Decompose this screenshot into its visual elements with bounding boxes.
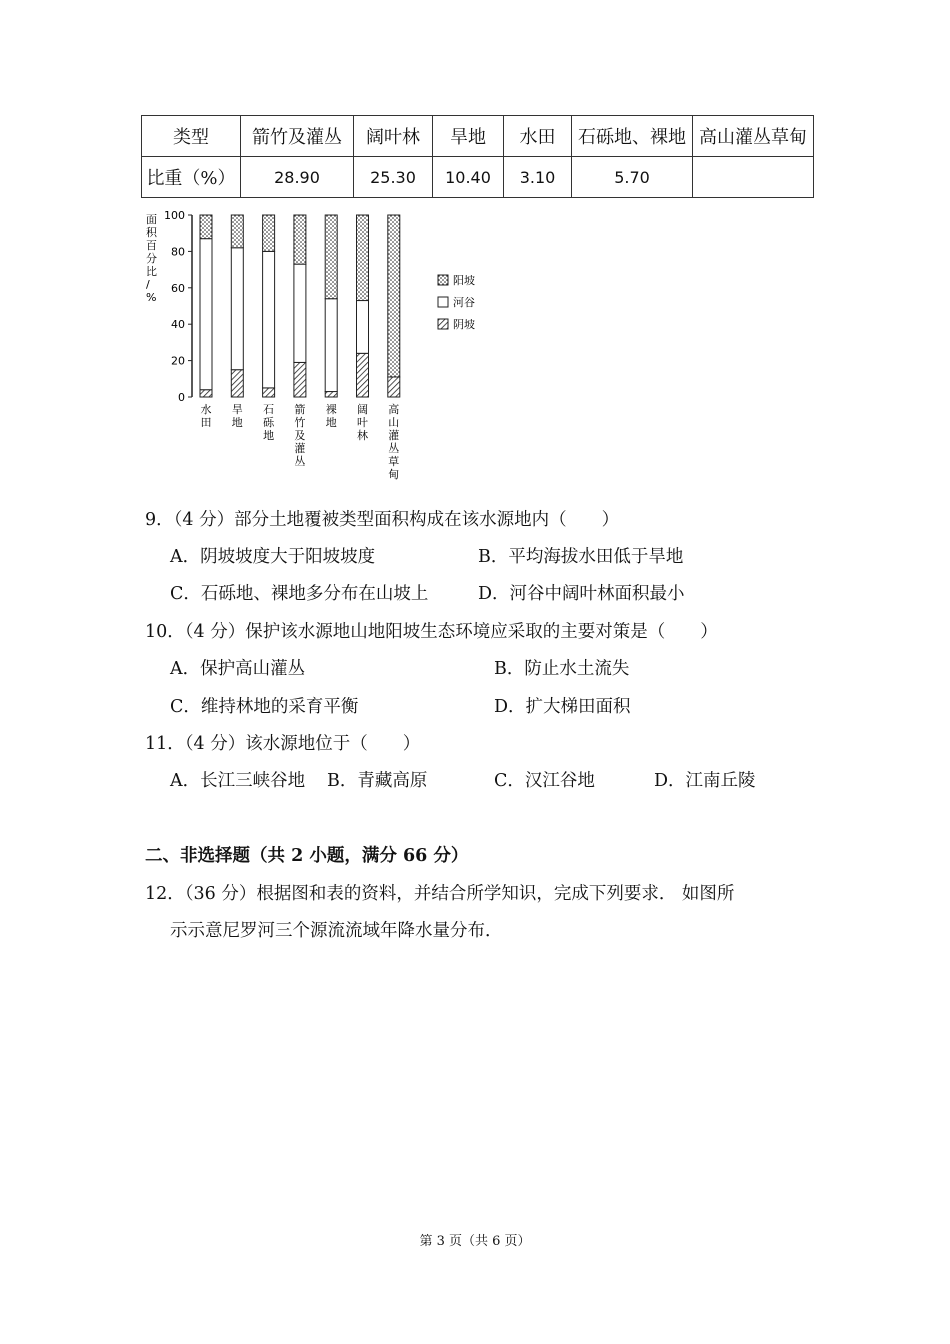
legend — [438, 273, 475, 331]
bar-segment — [263, 251, 275, 388]
bar-segment — [294, 264, 306, 362]
table-cell: 高山灌丛草甸 — [693, 116, 814, 157]
x-tick-label: 阔叶林 — [357, 403, 368, 442]
option-9c: C．石砾地、裸地多分布在山坡上 — [170, 584, 429, 604]
table-cell: 类型 — [142, 116, 241, 157]
stacked-bar-chart — [140, 205, 500, 495]
question-9: 9．（4 分）部分土地覆被类型面积构成在该水源地内（ ） — [145, 510, 620, 530]
table-cell: 25.30 — [354, 157, 433, 198]
table-cell: 28.90 — [241, 157, 354, 198]
option-10d: D．扩大梯田面积 — [494, 697, 631, 717]
table-cell: 阔叶林 — [354, 116, 433, 157]
bar-segment — [325, 215, 337, 299]
table-cell: 箭竹及灌丛 — [241, 116, 354, 157]
bar-segment — [294, 215, 306, 264]
legend-swatch — [438, 275, 448, 285]
y-tick-label: 20 — [171, 354, 185, 368]
option-9b: B．平均海拔水田低于旱地 — [478, 547, 684, 567]
bar-segment — [357, 353, 369, 397]
option-11a: A．长江三峡谷地 — [170, 771, 306, 791]
legend-label: 河谷 — [453, 296, 475, 309]
option-10a: A．保护高山灌丛 — [170, 659, 306, 679]
y-tick-label: 0 — [178, 391, 185, 404]
table-cell: 比重（%） — [142, 157, 241, 198]
table-cell: 10.40 — [433, 157, 504, 198]
x-tick-label: 裸地 — [325, 403, 337, 429]
bar-segment — [388, 215, 400, 377]
option-11d: D．江南丘陵 — [654, 771, 756, 791]
x-tick-label: 箭竹及灌丛 — [294, 403, 306, 468]
option-10b: B．防止水土流失 — [494, 659, 630, 679]
x-axis-labels — [201, 402, 400, 481]
y-tick-label: 100 — [164, 209, 185, 222]
bar-segment — [200, 215, 212, 239]
legend-label: 阳坡 — [453, 274, 475, 287]
legend-swatch — [438, 297, 448, 307]
table-row — [142, 116, 814, 157]
question-12-continued: 示示意尼罗河三个源流流域年降水量分布． — [170, 921, 503, 941]
option-9a: A．阴坡坡度大于阳坡坡度 — [170, 547, 376, 567]
bar-segment — [357, 215, 369, 301]
bar-segment — [357, 301, 369, 354]
table-cell: 旱地 — [433, 116, 504, 157]
bar-segment — [388, 377, 400, 397]
bar-segment — [200, 239, 212, 390]
table-row — [142, 157, 814, 198]
y-tick-label: 60 — [171, 281, 185, 295]
land-cover-table — [141, 115, 814, 198]
y-tick-label: 80 — [171, 245, 185, 259]
legend-swatch — [438, 319, 448, 329]
bar-segment — [200, 390, 212, 397]
x-tick-label: 旱地 — [231, 403, 243, 429]
question-10: 10．（4 分）保护该水源地山地阳坡生态环境应采取的主要对策是（ ） — [145, 622, 718, 642]
y-axis — [164, 209, 192, 404]
legend-label: 阴坡 — [453, 318, 475, 331]
question-11: 11．（4 分）该水源地位于（ ） — [145, 734, 421, 754]
table-cell: 水田 — [504, 116, 572, 157]
page-footer: 第 3 页（共 6 页） — [419, 1234, 531, 1249]
x-tick-label: 石砾地 — [263, 403, 275, 442]
table-cell: 5.70 — [572, 157, 693, 198]
option-11c: C．汉江谷地 — [494, 771, 595, 791]
bar-segment — [231, 248, 243, 370]
question-12: 12．（36 分）根据图和表的资料，并结合所学知识，完成下列要求． 如图所 — [145, 884, 735, 904]
table-cell: 3.10 — [504, 157, 572, 198]
bar-segment — [231, 215, 243, 248]
x-tick-label: 高山灌丛草甸 — [388, 403, 400, 481]
bars — [200, 215, 400, 397]
bar-segment — [263, 388, 275, 397]
bar-segment — [231, 370, 243, 397]
option-9d: D．河谷中阔叶林面积最小 — [478, 584, 685, 604]
bar-segment — [263, 215, 275, 251]
option-11b: B．青藏高原 — [327, 771, 428, 791]
table-cell — [693, 157, 814, 198]
bar-segment — [325, 299, 337, 392]
option-10c: C．维持林地的采育平衡 — [170, 697, 359, 717]
section-title: 二、非选择题（共 2 小题，满分 66 分） — [145, 846, 469, 866]
y-axis-label: 面积百分比/ % — [146, 213, 157, 304]
bar-segment — [294, 362, 306, 397]
y-tick-label: 40 — [171, 318, 185, 332]
table-cell: 石砾地、裸地 — [572, 116, 693, 157]
bar-segment — [325, 392, 337, 397]
x-tick-label: 水田 — [200, 403, 212, 429]
